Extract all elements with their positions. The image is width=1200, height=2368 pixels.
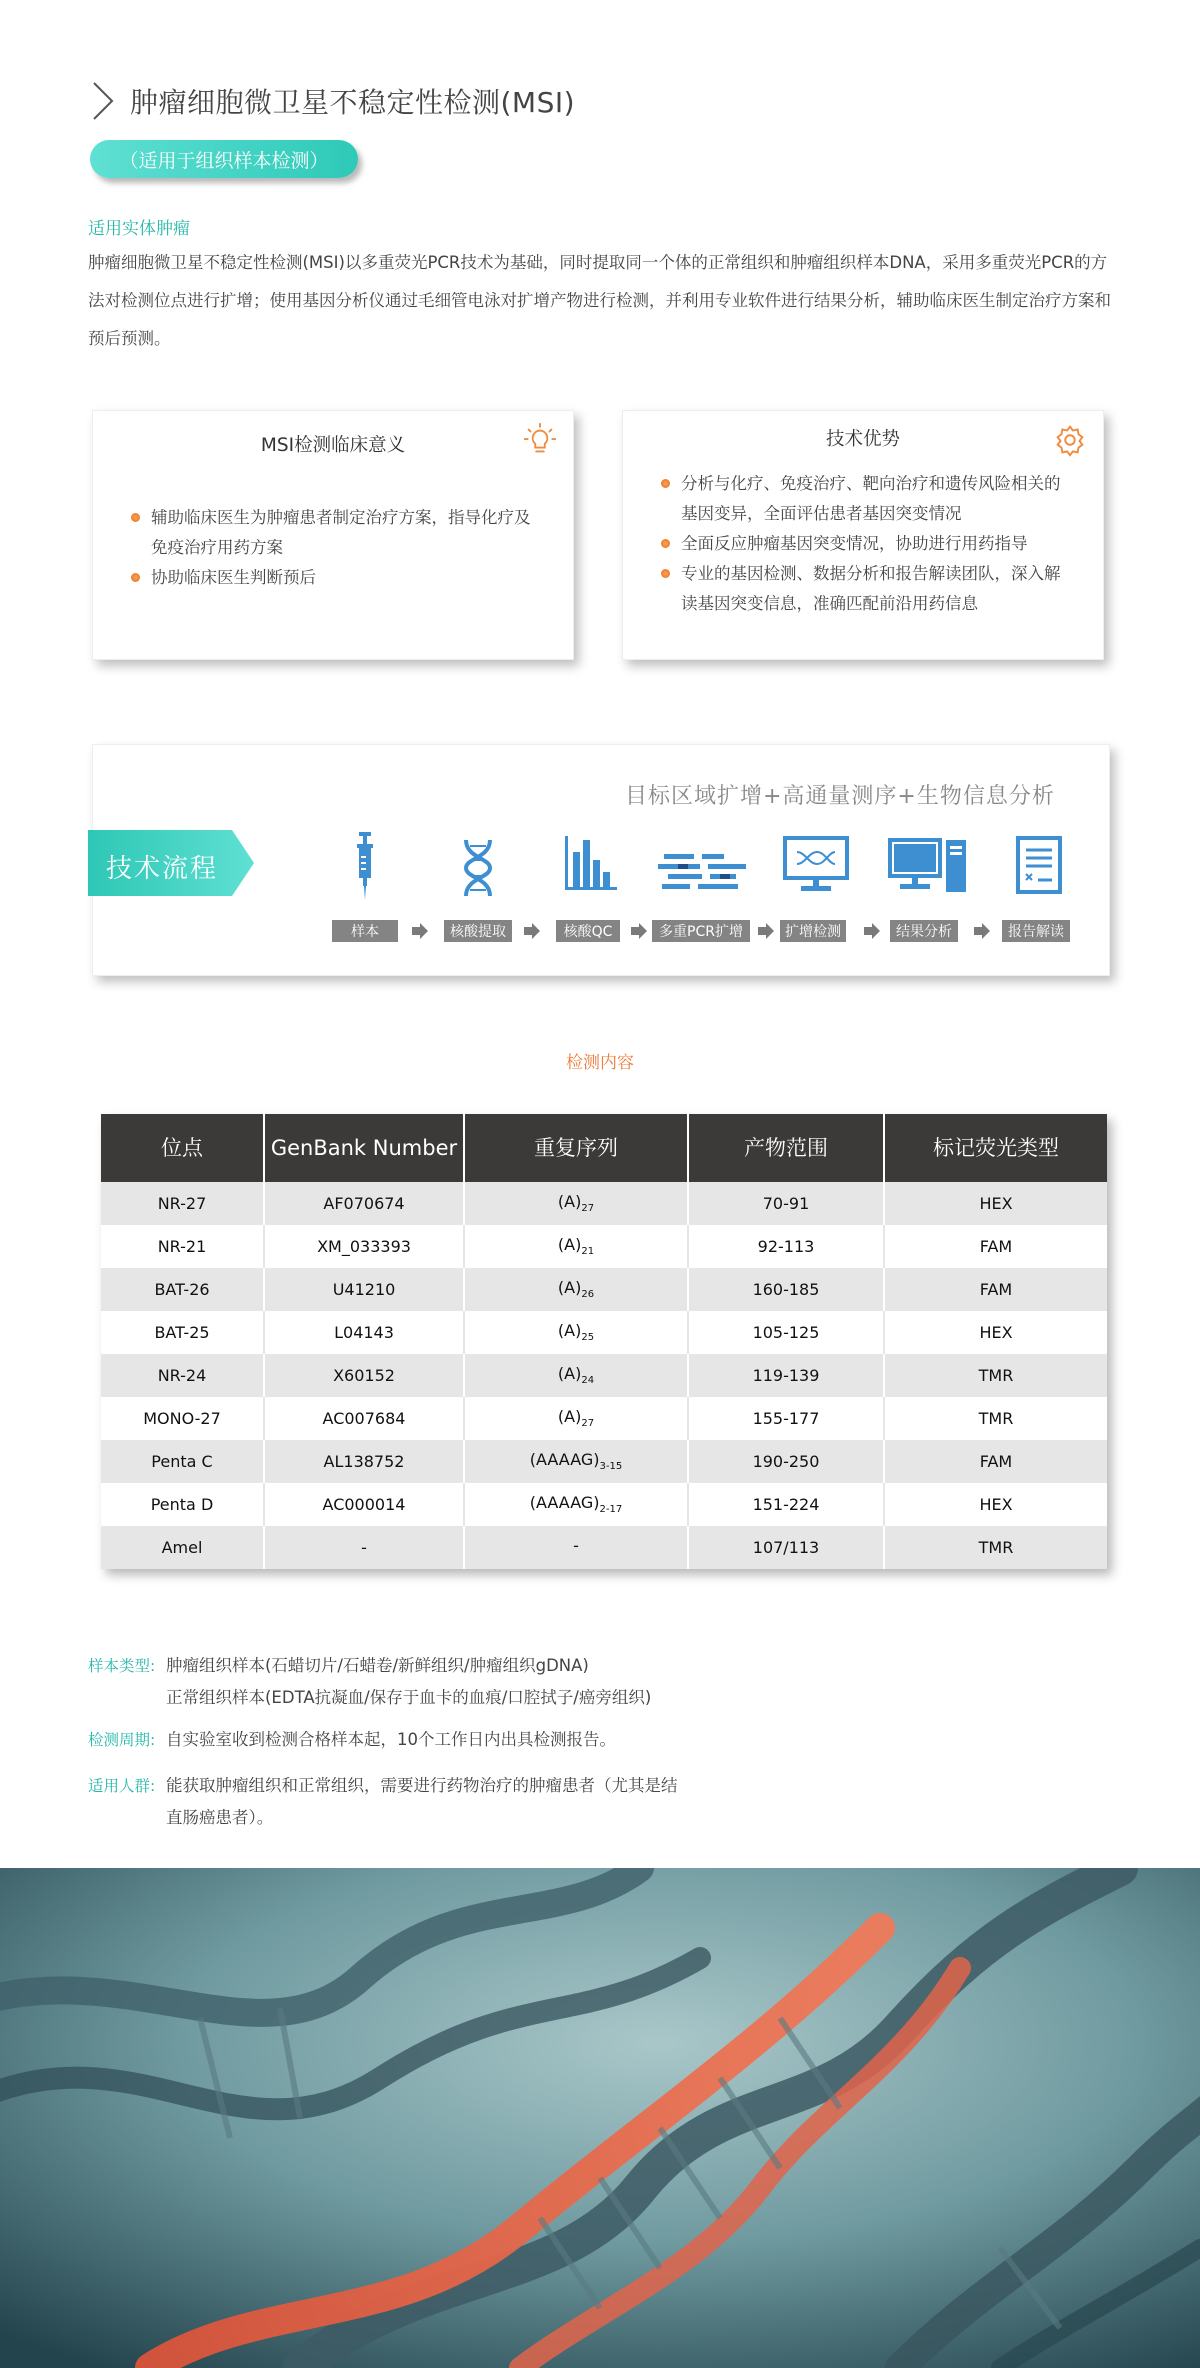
flow-subtitle: 目标区域扩增+高通量测序+生物信息分析 <box>625 784 1055 809</box>
list-item: 全面反应肿瘤基因突变情况，协助进行用药指导 <box>661 529 1073 559</box>
cell-range: 190-250 <box>688 1440 884 1483</box>
cell-range: 155-177 <box>688 1397 884 1440</box>
cell-repeat: $(A)_{21}$ <box>464 1225 688 1268</box>
table-row <box>101 1526 1107 1569</box>
computer-icon <box>888 838 968 894</box>
column-header: 重复序列 <box>464 1114 688 1182</box>
detection-table <box>101 1114 1107 1569</box>
cell-range: 160-185 <box>688 1268 884 1311</box>
cell-dye: FAM <box>884 1268 1107 1311</box>
population-line: 能获取肿瘤组织和正常组织，需要进行药物治疗的肿瘤患者（尤其是结 <box>166 1776 678 1795</box>
lightbulb-icon <box>521 421 559 459</box>
cell-dye: HEX <box>884 1311 1107 1354</box>
cell-repeat: $(A)_{27}$ <box>464 1182 688 1225</box>
table-row <box>101 1182 1107 1225</box>
cell-locus: Amel <box>101 1526 264 1569</box>
step-label-extraction: 核酸提取 <box>444 920 512 942</box>
cell-dye: HEX <box>884 1483 1107 1526</box>
list-item: 专业的基因检测、数据分析和报告解读团队，深入解读基因突变信息，准确匹配前沿用药信息 <box>661 559 1073 619</box>
dna-helix-banner <box>0 1868 1200 2368</box>
cell-repeat: $(AAAAG)_{2-17}$ <box>464 1483 688 1526</box>
applicable-label: 适用实体肿瘤 <box>88 219 190 239</box>
step-label-pcr: 多重PCR扩增 <box>652 920 750 942</box>
amplification-bands-icon <box>658 852 746 892</box>
cell-repeat: $(A)_{25}$ <box>464 1311 688 1354</box>
population-label: 适用人群: <box>88 1777 156 1795</box>
cycle-info <box>88 1724 616 1756</box>
cell-range: 70-91 <box>688 1182 884 1225</box>
cell-range: 105-125 <box>688 1311 884 1354</box>
monitor-dna-icon <box>783 836 849 894</box>
list-item: 协助临床医生判断预后 <box>131 563 543 593</box>
cell-genbank: XM_033393 <box>264 1225 464 1268</box>
column-header: 标记荧光类型 <box>884 1114 1107 1182</box>
intro-paragraph: 肿瘤细胞微卫星不稳定性检测(MSI)以多重荧光PCR技术为基础，同时提取同一个体的正常组织和肿瘤组织样本DNA，采用多重荧光PCR的方法对检测位点进行扩增；使用基因分析仪通过毛细管电泳对扩增产物进行检测，并利用专业软件进行结果分析，辅助临床医生制定治疗方案和预后预测。 <box>88 253 1111 348</box>
table-row <box>101 1268 1107 1311</box>
step-label-qc: 核酸QC <box>556 920 620 942</box>
detection-title: 检测内容 <box>566 1053 634 1073</box>
table-header-row <box>101 1114 1107 1182</box>
step-label-analysis: 结果分析 <box>890 920 958 942</box>
cell-locus: MONO-27 <box>101 1397 264 1440</box>
gear-icon <box>1051 421 1089 459</box>
page-title <box>88 76 575 126</box>
cell-repeat: $(A)_{27}$ <box>464 1397 688 1440</box>
arrow-right-icon <box>974 923 990 939</box>
cell-locus: BAT-26 <box>101 1268 264 1311</box>
cell-range: 107/113 <box>688 1526 884 1569</box>
arrow-right-icon <box>412 923 428 939</box>
sample-type-info <box>88 1650 651 1714</box>
step-label-detection: 扩增检测 <box>780 920 846 942</box>
cell-repeat: - <box>464 1526 688 1569</box>
cell-locus: NR-21 <box>101 1225 264 1268</box>
step-label-report: 报告解读 <box>1002 920 1070 942</box>
cell-range: 151-224 <box>688 1483 884 1526</box>
cell-repeat: $(A)_{26}$ <box>464 1268 688 1311</box>
report-icon <box>1016 836 1062 894</box>
column-header: GenBank Number <box>264 1114 464 1182</box>
table-row <box>101 1483 1107 1526</box>
cell-locus: Penta D <box>101 1483 264 1526</box>
cell-genbank: AC007684 <box>264 1397 464 1440</box>
table-row <box>101 1311 1107 1354</box>
cell-repeat: $(A)_{24}$ <box>464 1354 688 1397</box>
advantage-list <box>661 469 1073 619</box>
step-label-sample: 样本 <box>332 920 398 942</box>
cell-genbank: AF070674 <box>264 1182 464 1225</box>
arrow-right-icon <box>758 923 774 939</box>
population-info <box>88 1770 678 1834</box>
cell-locus: NR-27 <box>101 1182 264 1225</box>
cell-genbank: L04143 <box>264 1311 464 1354</box>
cell-genbank: AC000014 <box>264 1483 464 1526</box>
table-row <box>101 1354 1107 1397</box>
cycle-text: 自实验室收到检测合格样本起，10个工作日内出具检测报告。 <box>166 1730 616 1749</box>
tech-advantage-card <box>622 410 1104 660</box>
cell-genbank: U41210 <box>264 1268 464 1311</box>
cell-dye: TMR <box>884 1526 1107 1569</box>
sample-scope-badge: （适用于组织样本检测） <box>90 140 358 178</box>
cell-locus: NR-24 <box>101 1354 264 1397</box>
cell-range: 92-113 <box>688 1225 884 1268</box>
cell-genbank: - <box>264 1526 464 1569</box>
table-row <box>101 1440 1107 1483</box>
arrow-right-icon <box>864 923 880 939</box>
table-row <box>101 1397 1107 1440</box>
column-header: 产物范围 <box>688 1114 884 1182</box>
sample-type-label: 样本类型: <box>88 1657 156 1675</box>
arrow-right-icon <box>631 923 647 939</box>
list-item: 辅助临床医生为肿瘤患者制定治疗方案，指导化疗及免疫治疗用药方案 <box>131 503 543 563</box>
cell-dye: FAM <box>884 1440 1107 1483</box>
cell-locus: BAT-25 <box>101 1311 264 1354</box>
chevron-right-icon <box>88 81 118 121</box>
cell-dye: HEX <box>884 1182 1107 1225</box>
significance-list <box>131 503 543 593</box>
card-title: MSI检测临床意义 <box>260 435 406 456</box>
table-row <box>101 1225 1107 1268</box>
syringe-icon <box>350 832 380 900</box>
column-header: 位点 <box>101 1114 264 1182</box>
cell-dye: FAM <box>884 1225 1107 1268</box>
page-title-text: 肿瘤细胞微卫星不稳定性检测(MSI) <box>130 86 576 119</box>
bar-chart-icon <box>565 836 617 890</box>
cell-repeat: $(AAAAG)_{3-15}$ <box>464 1440 688 1483</box>
cell-locus: Penta C <box>101 1440 264 1483</box>
cycle-label: 检测周期: <box>88 1731 156 1749</box>
flow-tag-label: 技术流程 <box>106 854 219 884</box>
cell-range: 119-139 <box>688 1354 884 1397</box>
cell-genbank: X60152 <box>264 1354 464 1397</box>
population-line: 直肠癌患者）。 <box>166 1808 274 1827</box>
cell-dye: TMR <box>884 1397 1107 1440</box>
list-item: 分析与化疗、免疫治疗、靶向治疗和遗传风险相关的基因变异，全面评估患者基因突变情况 <box>661 469 1073 529</box>
clinical-significance-card <box>92 410 574 660</box>
sample-type-line: 肿瘤组织样本(石蜡切片/石蜡卷/新鲜组织/肿瘤组织gDNA) <box>166 1656 589 1675</box>
dna-icon <box>460 838 496 898</box>
cell-genbank: AL138752 <box>264 1440 464 1483</box>
cell-dye: TMR <box>884 1354 1107 1397</box>
arrow-right-icon <box>524 923 540 939</box>
card-title: 技术优势 <box>825 429 900 450</box>
sample-type-line: 正常组织样本(EDTA抗凝血/保存于血卡的血痕/口腔拭子/癌旁组织) <box>166 1688 652 1707</box>
